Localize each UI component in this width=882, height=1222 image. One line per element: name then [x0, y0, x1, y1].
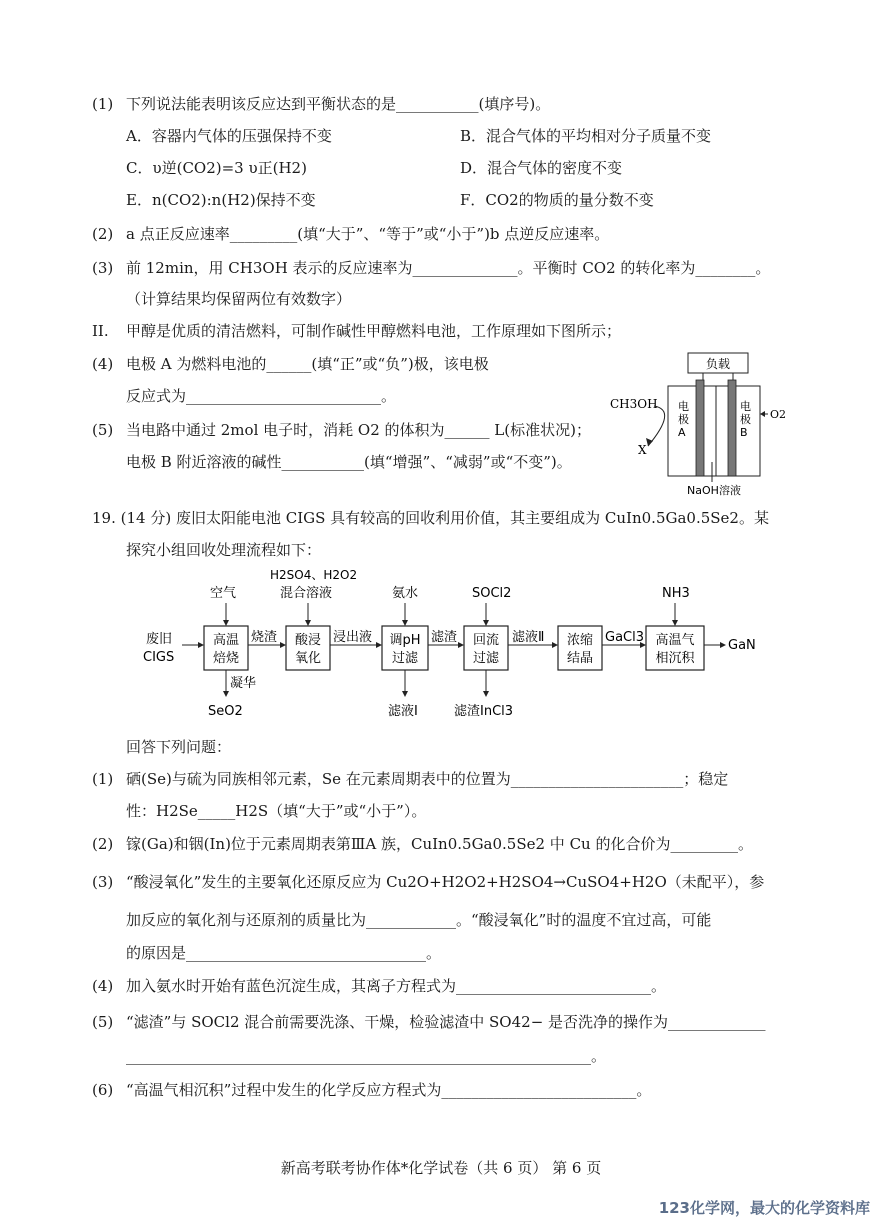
- out-filtrate-1: 滤液Ⅰ: [388, 704, 418, 719]
- out-seo2: SeO2: [208, 704, 243, 719]
- option-f: F．CO2的物质的量分数不变: [460, 191, 654, 209]
- section-text: 甲醇是优质的清洁燃料，可制作碱性甲醇燃料电池，工作原理如下图所示；: [126, 322, 622, 340]
- q19-p5: [92, 1012, 766, 1032]
- box-ph-filter-l1: 调pH: [389, 633, 421, 648]
- q19-p3-line2: 加反应的氧化剂与还原剂的质量比为____________。“酸浸氧化”时的温度不宜过高，可能: [126, 911, 712, 929]
- ch3oh-label: CH3OH: [610, 397, 658, 411]
- q19-p3-line3: 的原因是________________________________。: [126, 944, 442, 962]
- q-number: (2): [92, 835, 114, 853]
- q18-p1: [92, 94, 550, 114]
- page-footer: 新高考联考协作体*化学试卷（共 6 页） 第 6 页: [280, 1159, 602, 1177]
- recycling-flowchart: [138, 563, 768, 731]
- q18-p3: [92, 258, 770, 278]
- option-b: B．混合气体的平均相对分子质量不变: [460, 127, 712, 145]
- q18-p5-line2: 电极 B 附近溶液的碱性___________(填“增强”、“减弱”或“不变”)。: [126, 453, 572, 471]
- input-h2so4-h2o2: H2SO4、H2O2: [270, 568, 358, 582]
- option-e: E．n(CO2):n(H2)保持不变: [126, 191, 316, 209]
- out-residue-incl3: 滤渣InCl3: [454, 704, 514, 719]
- q-number: (4): [92, 977, 114, 995]
- option-a: A．容器内气体的压强保持不变: [126, 127, 332, 145]
- input-air: 空气: [210, 586, 237, 601]
- box-reflux-filter-l1: 回流: [472, 633, 500, 648]
- q-number: (1): [92, 95, 114, 113]
- start-label-1: 废旧: [146, 632, 173, 647]
- q18-p2: [92, 224, 609, 244]
- q-number: (3): [92, 873, 114, 891]
- q-number: (5): [92, 1013, 114, 1031]
- q-number: (1): [92, 770, 114, 788]
- electrode-b-label: 电极 B: [740, 400, 751, 439]
- q-text: 硒(Se)与硫为同族相邻元素，Se 在元素周期表中的位置为_______________________；稳定: [126, 770, 729, 788]
- q19-p6: [92, 1080, 651, 1100]
- naoh-label: NaOH溶液: [687, 484, 741, 497]
- x-label: X: [638, 443, 647, 457]
- q19-p3: [92, 872, 764, 892]
- box-ph-filter-l2: 过滤: [391, 651, 419, 666]
- q-text: 镓(Ga)和铟(In)位于元素周期表第ⅢA 族，CuIn0.5Ga0.5Se2 中 Cu 的化合价为_________。: [126, 835, 753, 853]
- q-text: 当电路中通过 2mol 电子时，消耗 O2 的体积为______ L(标准状况)；: [126, 421, 591, 439]
- q-text: 加入氨水时开始有蓝色沉淀生成，其离子方程式为__________________________。: [126, 977, 667, 995]
- q-text: 下列说法能表明该反应达到平衡状态的是___________(填序号)。: [126, 95, 551, 113]
- option-c: C．υ逆(CO2)=3 υ正(H2): [126, 159, 307, 177]
- start-label-2: CIGS: [143, 650, 175, 665]
- input-nh3: NH3: [662, 586, 690, 601]
- watermark: 123化学网，最大的化学资料库: [658, 1199, 870, 1217]
- q-text: a 点正反应速率_________(填“大于”、“等于”或“小于”)b 点逆反应速率。: [126, 225, 610, 243]
- arrow-label-4: 滤液Ⅱ: [512, 630, 545, 645]
- box-reflux-filter-l2: 过滤: [472, 651, 500, 666]
- section-number: II.: [92, 322, 109, 340]
- o2-label: O2: [770, 408, 787, 421]
- q19-p1: [92, 769, 728, 789]
- q-text: 电极 A 为燃料电池的______(填“正”或“负”)极，该电极: [126, 355, 489, 373]
- q18-section-2: [92, 321, 621, 341]
- electrode-b-plate: [728, 380, 736, 476]
- electrode-a-label: 电极 A: [678, 400, 689, 439]
- q19-p1-line2: 性：H2Se_____H2S（填“大于”或“小于”）。: [126, 802, 427, 820]
- q-text: “滤渣”与 SOCl2 混合前需要洗涤、干燥，检验滤渣中 SO42− 是否洗净的操作为_____________: [126, 1013, 766, 1031]
- input-mixed-solution: 混合溶液: [280, 586, 333, 601]
- q-text: “酸浸氧化”发生的主要氧化还原反应为 Cu2O+H2O2+H2SO4→CuSO4+H2O（未配平），参: [126, 873, 765, 891]
- q19-p5-line2: ______________________________________________________________。: [126, 1047, 607, 1065]
- load-label: 负载: [705, 357, 731, 371]
- q-text: 前 12min，用 CH3OH 表示的反应速率为______________。平衡时 CO2 的转化率为________。: [126, 259, 771, 277]
- q19-header: 19. (14 分) 废旧太阳能电池 CIGS 具有较高的回收利用价值，其主要组成为 CuIn0.5Ga0.5Se2。某: [92, 509, 769, 527]
- box-roasting-l1: 高温: [212, 633, 240, 648]
- input-ammonia: 氨水: [392, 586, 419, 601]
- box-acid-leach-l2: 氧化: [294, 651, 322, 666]
- out-sublimation: 凝华: [230, 676, 257, 691]
- input-socl2: SOCl2: [472, 586, 512, 601]
- q19-answer-prompt: 回答下列问题：: [126, 738, 232, 756]
- box-concentrate-l1: 浓缩: [566, 633, 594, 648]
- arrow-label-1: 烧渣: [251, 630, 278, 645]
- q-number: (2): [92, 225, 114, 243]
- q-number: (3): [92, 259, 114, 277]
- box-acid-leach-l1: 酸浸: [294, 633, 322, 648]
- q19-p2: [92, 834, 753, 854]
- box-vapor-deposition-l1: 高温气: [655, 633, 695, 648]
- fuel-cell-diagram: [608, 350, 788, 500]
- q18-p4-line2: 反应式为__________________________。: [126, 387, 397, 405]
- q19-header-line2: 探究小组回收处理流程如下：: [126, 541, 322, 559]
- q-number: (4): [92, 355, 114, 373]
- end-gan: GaN: [728, 638, 756, 653]
- q-number: (5): [92, 421, 114, 439]
- arrow-label-3: 滤渣: [431, 630, 458, 645]
- q18-p4: [92, 354, 489, 374]
- arrow-label-5: GaCl3: [605, 630, 644, 645]
- electrode-a-plate: [696, 380, 704, 476]
- option-d: D．混合气体的密度不变: [460, 159, 623, 177]
- arrow-label-2: 浸出液: [333, 630, 373, 645]
- q19-p4: [92, 976, 666, 996]
- box-roasting-l2: 焙烧: [212, 651, 240, 666]
- q-number: (6): [92, 1081, 114, 1099]
- q18-p3-note: （计算结果均保留两位有效数字）: [126, 290, 352, 308]
- q18-p5: [92, 420, 591, 440]
- box-vapor-deposition-l2: 相沉积: [655, 651, 695, 666]
- box-concentrate-l2: 结晶: [566, 651, 594, 666]
- q-text: “高温气相沉积”过程中发生的化学反应方程式为__________________________。: [126, 1081, 652, 1099]
